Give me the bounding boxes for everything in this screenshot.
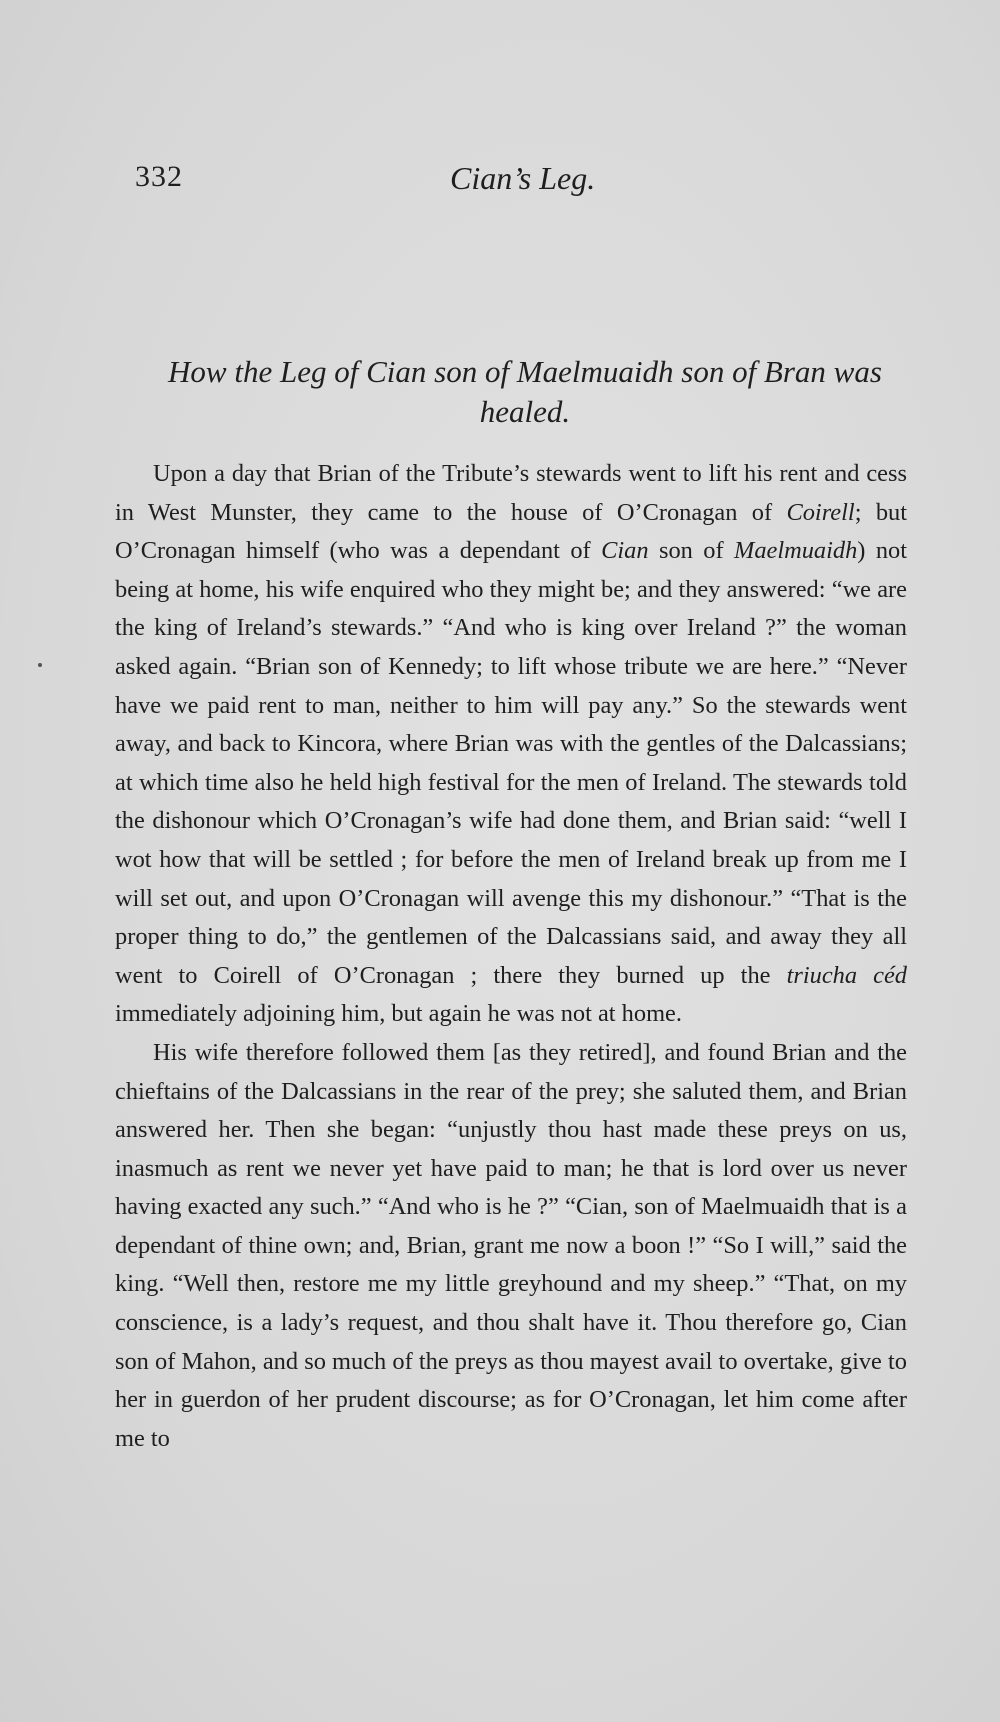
italic-text-run: triucha céd	[786, 961, 908, 989]
italic-text-run: Cian	[601, 537, 649, 565]
text-run: His wife therefore followed them [as they retired], and found Brian and the chieftains of the Dalcassians in the rear of the prey; she saluted them, and Brian answered her. Then she began: “unjustly thou hast made these preys on us, inasmuch as rent we never yet have paid to man; he that is lord over us never having exacted any such.” “And who is he ?” “Cian, son of Maelmuaidh that is a dependant of thine own; and, Brian, grant me now a boon !” “So I will,” said the king. “Well then, restore me my little greyhound and my sheep.” “That, on my conscience, is a lady’s request, and thou shalt have it. Thou therefore go, Cian son of Mahon, and so much of the preys as thou mayest avail to overtake, give to her in guerdon of her prudent discourse; as for O’Cronagan, let him come after me to	[115, 1038, 907, 1452]
paragraph	[115, 455, 907, 1034]
text-run: ) not being at home, his wife enquired who they might be; and they answered: “we are the king of Ireland’s stewards.” “And who is king over Ireland ?” the woman asked again. “Brian son of Kennedy; to lift whose tribute we are here.” “Never have we paid rent to man, neither to him will pay any.” So the stewards went away, and back to Kincora, where Brian was with the gentles of the Dalcassians; at which time also he held high festival for the men of Ireland. The stewards told the dishonour which O’Cronagan’s wife had done them, and Brian said: “well I wot how that will be settled ; for before the men of Ireland break up from me I will set out, and upon O’Cronagan will avenge this my dishonour.” “That is the proper thing to do,” the gentlemen of the Dalcassians said, and away they all went to Coirell of O’Cronagan ; there they burned up the	[115, 537, 908, 989]
text-run: immediately adjoining him, but again he was not at home.	[115, 1000, 682, 1028]
page-header	[0, 160, 1000, 210]
running-head: Cian’s Leg.	[450, 160, 596, 196]
text-run: ; but O’Cronagan himself (who was a dependant of	[115, 498, 907, 565]
chapter-title: How the Leg of Cian son of Maelmuaidh son of Bran was healed.	[168, 354, 882, 429]
body-text	[115, 455, 907, 1458]
text-run: son of	[648, 537, 734, 565]
italic-text-run: Coirell	[786, 498, 855, 526]
italic-text-run: Maelmuaidh	[734, 537, 858, 565]
ink-smudge	[38, 663, 42, 667]
page-number: 332	[135, 160, 183, 193]
text-run: Upon a day that Brian of the Tribute’s stewards went to lift his rent and cess in West Munster, they came to the house of O’Cronagan of	[115, 460, 907, 526]
paragraph	[115, 1034, 907, 1459]
